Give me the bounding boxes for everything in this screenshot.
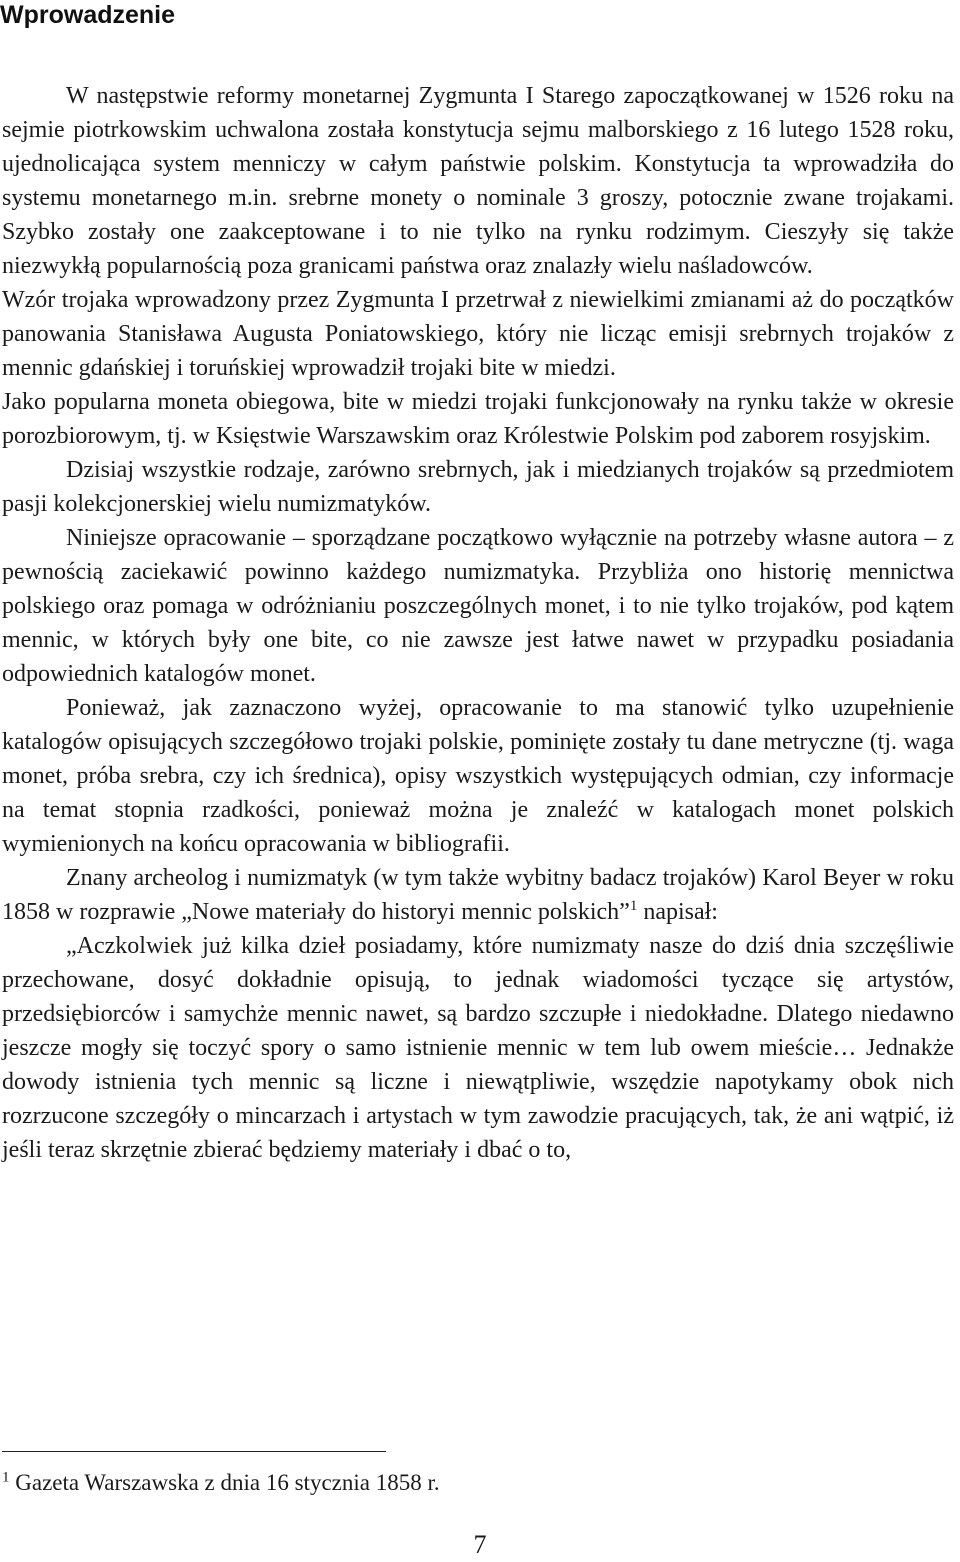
paragraph-text-continuation: napisał: xyxy=(637,899,718,925)
paragraph: Wzór trojaka wprowadzony przez Zygmunta I przetrwał z niewielkimi zmianami aż do początków panowania Stanisława Augusta Poniatowskiego, który nie licząc emisji srebrnych trojaków z mennic gdańskiej i toruńskiej wprowadził trojaki bite w miedzi. xyxy=(2,287,954,381)
page-number: 7 xyxy=(473,1530,487,1559)
footnote-number: 1 xyxy=(2,1469,10,1486)
body-text xyxy=(2,79,954,1167)
footnote-reference[interactable]: 1 xyxy=(629,898,638,914)
paragraph: Dzisiaj wszystkie rodzaje, zarówno srebrnych, jak i miedzianych trojaków są przedmiotem pasji kolekcjonerskiej wielu numizmatyków. xyxy=(2,457,954,517)
paragraph-text: Znany archeolog i numizmatyk (w tym także wybitny badacz trojaków) Karol Beyer w roku 1858 w rozprawie „Nowe materiały do historyi mennic polskich” xyxy=(2,865,954,925)
footnote-separator xyxy=(2,1451,386,1452)
page-title: Wprowadzenie xyxy=(0,1,176,29)
block-quote: „Aczkolwiek już kilka dzieł posiadamy, które numizmaty nasze do dziś dnia szczęśliwie przechowane, dosyć dokładnie opisują, to jednak wiadomości tyczące się artystów, przedsiębiorców i samychże mennic nawet, są bardzo szczupłe i niedokładne. Dlatego niedawno jeszcze mogły się toczyć spory o samo istnienie mennic w tem lub owem mieście… Jednakże dowody istnienia tych mennic są liczne i niewątpliwie, wszędzie napotykamy obok nich rozrzucone szczegóły o mincarzach i artystach w tym zawodzie pracujących, tak, że ani wątpić, iż jeśli teraz skrzętnie zbierać będziemy materiały i dbać o to, xyxy=(2,933,954,1163)
footnote xyxy=(2,1466,440,1500)
paragraph: W następstwie reformy monetarnej Zygmunta I Starego zapoczątkowanej w 1526 roku na sejmie piotrkowskim uchwalona została konstytucja sejmu malborskiego z 16 lutego 1528 roku, ujednolicająca system menniczy w całym państwie polskim. Konstytucja ta wprowadziła do systemu monetarnego m.in. srebrne monety o nominale 3 groszy, potocznie zwane trojakami. Szybko zostały one zaakceptowane i to nie tylko na rynku rodzimym. Cieszyły się także niezwykłą popularnością poza granicami państwa oraz znalazły wielu naśladowców. xyxy=(2,83,954,279)
paragraph: Niniejsze opracowanie – sporządzane początkowo wyłącznie na potrzeby własne autora – z pewnością zaciekawić powinno każdego numizmatyka. Przybliża ono historię mennictwa polskiego oraz pomaga w odróżnianiu poszczególnych monet, i to nie tylko trojaków, pod kątem mennic, w których były one bite, co nie zawsze jest łatwe nawet w przypadku posiadania odpowiednich katalogów monet. xyxy=(2,525,954,687)
paragraph: Jako popularna moneta obiegowa, bite w miedzi trojaki funkcjonowały na rynku także w okresie porozbiorowym, tj. w Księstwie Warszawskim oraz Królestwie Polskim pod zaborem rosyjskim. xyxy=(2,389,954,449)
footnote-text: Gazeta Warszawska z dnia 16 stycznia 1858 r. xyxy=(9,1470,440,1495)
paragraph: Ponieważ, jak zaznaczono wyżej, opracowanie to ma stanowić tylko uzupełnienie katalogów opisujących szczegółowo trojaki polskie, pominięte zostały tu dane metryczne (tj. waga monet, próba srebra, czy ich średnica), opisy wszystkich występujących odmian, czy informacje na temat stopnia rzadkości, ponieważ można je znaleźć w katalogach monet polskich wymienionych na końcu opracowania w bibliografii. xyxy=(2,695,954,857)
paragraph-with-footnote xyxy=(2,861,954,929)
